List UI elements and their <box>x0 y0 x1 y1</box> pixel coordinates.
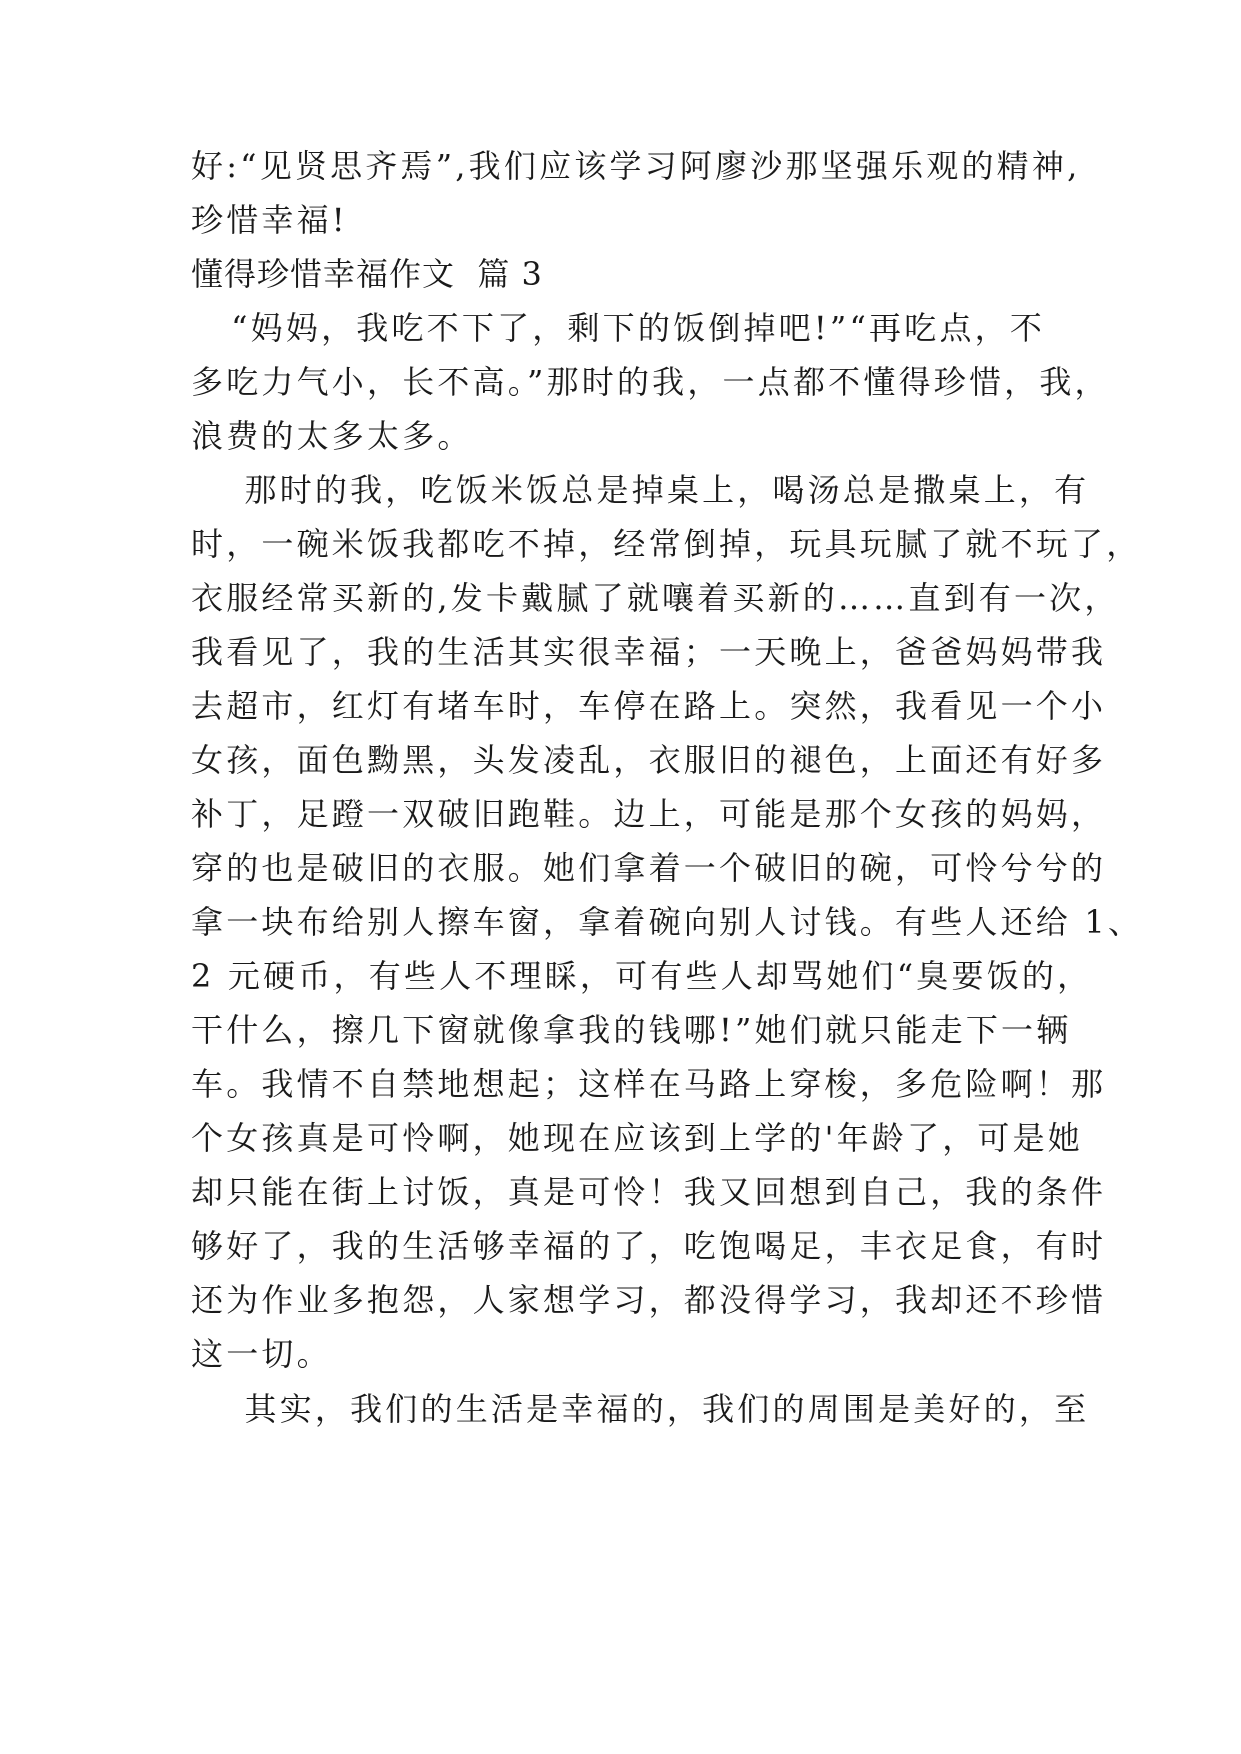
text-line: 补丁，足蹬一双破旧跑鞋。边上，可能是那个女孩的妈妈， <box>191 795 1107 833</box>
text-line: 珍惜幸福! <box>191 201 348 239</box>
text-line: 好:“见贤思齐焉”,我们应该学习阿廖沙那坚强乐观的精神, <box>191 147 1081 185</box>
text-line: 拿一块布给别人擦车窗，拿着碗向别人讨钱。有些人还给 1、 <box>191 903 1144 941</box>
text-line: 这一切。 <box>191 1335 332 1373</box>
text-line: 去超市，红灯有堵车时，车停在路上。突然，我看见一个小 <box>191 687 1107 725</box>
text-line: 个女孩真是可怜啊，她现在应该到上学的'年龄了，可是她 <box>191 1119 1083 1157</box>
text-line: 女孩，面色黝黑，头发凌乱，衣服旧的褪色，上面还有好多 <box>191 741 1107 779</box>
text-line: 时，一碗米饭我都吃不掉，经常倒掉，玩具玩腻了就不玩了， <box>191 525 1142 563</box>
text-line: 还为作业多抱怨，人家想学习，都没得学习，我却还不珍惜 <box>191 1281 1107 1319</box>
text-line: 那时的我，吃饭米饭总是掉桌上，喝汤总是撒桌上，有 <box>191 471 1090 509</box>
text-line: 浪费的太多太多。 <box>191 417 473 455</box>
text-line: 其实，我们的生活是幸福的，我们的周围是美好的，至 <box>191 1390 1090 1428</box>
text-line: 车。我情不自禁地想起；这样在马路上穿梭，多危险啊！那 <box>191 1065 1107 1103</box>
text-line: 却只能在街上讨饭，真是可怜！我又回想到自己，我的条件 <box>191 1173 1107 1211</box>
text-line: 衣服经常买新的,发卡戴腻了就嚷着买新的……直到有一次， <box>191 579 1120 617</box>
text-line: 干什么，擦几下窗就像拿我的钱哪!”她们就只能走下一辆 <box>191 1011 1072 1049</box>
text-line: “妈妈，我吃不下了，剩下的饭倒掉吧!”“再吃点，不 <box>191 309 1046 347</box>
text-line: 穿的也是破旧的衣服。她们拿着一个破旧的碗，可怜兮兮的 <box>191 849 1107 887</box>
text-line: 2 元硬币，有些人不理睬，可有些人却骂她们“臭要饭的， <box>191 957 1093 995</box>
section-heading: 懂得珍惜幸福作文 篇 3 <box>191 255 543 293</box>
text-line: 我看见了，我的生活其实很幸福；一天晚上，爸爸妈妈带我 <box>191 633 1107 671</box>
text-line: 多吃力气小，长不高。”那时的我，一点都不懂得珍惜，我， <box>191 363 1110 401</box>
text-line: 够好了，我的生活够幸福的了，吃饱喝足，丰衣足食，有时 <box>191 1227 1107 1265</box>
